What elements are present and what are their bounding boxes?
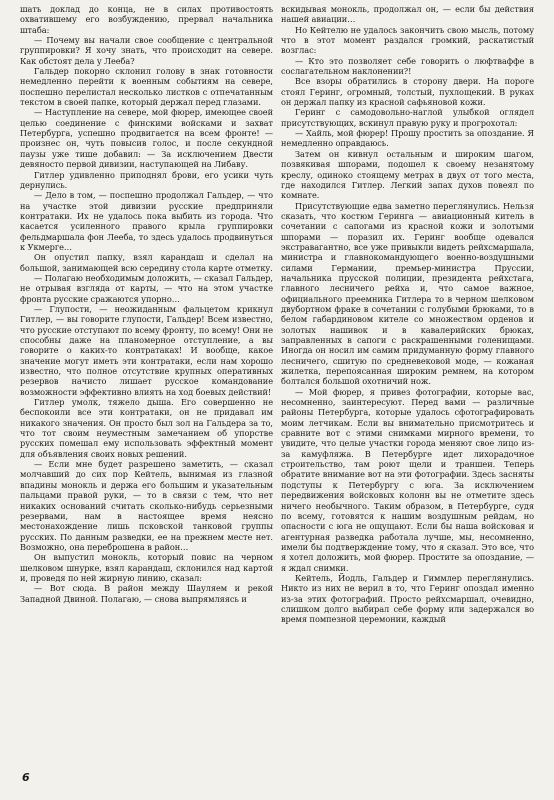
paragraph: — Глупости, — неожиданным фальцетом крикнул Гитлер, — вы говорите глупости, Гальдер! Всем известно, что русские отступают по всему фронту, по всему! Они не способны даже на планомерное отступление, а вы говорите о каких-то контратаках! И вообще, какое значение могут иметь эти контратаки, если нам хорошо известно, что полное отсутствие крупных оперативных резервов начисто лишает русское командование возможности эффективно влиять на ход боевых действий! — [20, 303, 273, 397]
paragraph: Он выпустил монокль, который повис на черном шелковом шнурке, взял карандаш, склонился над картой и, проведя по ней жирную линию, сказал: — [20, 552, 273, 583]
paragraph: Он опустил папку, взял карандаш и сделал на большой, занимающей всю середину стола карте отметку. — [20, 252, 273, 273]
right-column — [281, 4, 534, 625]
paragraph: — Хайль, мой фюрер! Прошу простить за опоздание. Я немедленно оправдаюсь. — [281, 128, 534, 149]
paragraph: шать доклад до конца, не в силах противостоять охватившему его возбуждению, прервал начальника штаба: — [20, 4, 273, 35]
paragraph: — Кто это позволяет себе говорить о люфтваффе в сослагательном наклонении?! — [281, 55, 534, 77]
paragraph: — Мой фюрер, я привез фотографии, которые вас, несомненно, заинтересуют. Перед вами — различные районы Петербурга, которые удалось сфотографировать моим летчикам. Если вы внимательно присмотритесь и сравните вот с этими снимками мирного времени, то увидите, что целые участки города меняют свое лицо из-за камуфляжа. В Петербурге идет лихорадочное строительство, там роют щели и траншеи. Теперь обратите внимание вот на эти фотографии. Здесь засняты подступы к Петербургу с юга. За исключением передвижения войсковых колонн вы не отметите здесь ничего необычного. Таким образом, в Петербурге, судя по всему, готовятся к нашим воздушным рейдам, но опасности с юга не ощущают. Если бы наша войсковая и агентурная разведка работала лучше, мы, несомненно, имели бы подтверждение тому, что я сказал. Это все, что я хотел доложить, мой фюрер. Простите за опоздание, — я ждал снимки. — [281, 386, 534, 573]
paragraph: — Вот сюда. В район между Шауляем и рекой Западной Двиной. Полагаю, — снова выпрямляясь и — [20, 583, 273, 604]
paragraph: Затем он кивнул остальным и широким шагом, позвякивая шпорами, подошел к своему незанятому креслу, одиноко стоящему метрах в двух от того места, где находился Гитлер. Легкий запах духов повеял по комнате. — [281, 148, 534, 201]
text-columns — [20, 4, 534, 625]
paragraph: Все взоры обратились в сторону двери. На пороге стоял Геринг, огромный, толстый, пухлощекий. В руках он держал папку из красной сафьяновой кожи. — [281, 76, 534, 108]
paragraph: Кейтель, Йодль, Гальдер и Гиммлер переглянулись. Никто из них не верил в то, что Геринг опоздал именно из-за этих фотографий. Просто рейхсмаршал, очевидно, слишком долго выбирал себе форму или задержался во время помпезной церемонии, каждый — [281, 572, 534, 625]
paragraph: — Если мне будет разрешено заметить, — сказал молчавший до сих пор Кейтель, вынимая из глазной впадины монокль и держа его большим и указательным пальцами правой руки, — то в связи с тем, что нет никаких оснований считать сколько-нибудь серьезными резервами, нам в настоящее время неясно местонахождение лишь псковской танковой группы русских. По данным разведки, ее на прежнем месте нет. Возможно, она переброшена в район… — [20, 459, 273, 552]
paragraph: Гитлер умолк, тяжело дыша. Его совершенно не беспокоили все эти контратаки, он не придавал им никакого значения. Он просто был зол на Гальдера за то, что тот своим неуместным замечанием об упорстве русских помешал ему использовать эффектный момент для объявления своих новых решений. — [20, 397, 273, 459]
paragraph: — Почему вы начали свое сообщение с центральной группировки? Я хочу знать, что происходит на севере. Как обстоят дела у Лееба? — [20, 35, 273, 66]
paragraph: — Дело в том, — поспешно продолжал Гальдер, — что на участке этой дивизии русские предприняли контратаки. Их не удалось пока выбить из города. Что касается усиленного правого крыла группировки фельдмаршала фон Лееба, то здесь удалось продвинуться к Укмерге… — [20, 190, 273, 252]
left-column — [20, 4, 273, 625]
paragraph: — Наступление на севере, мой фюрер, имеющее своей целью соединение с финскими войсками и захват Петербурга, успешно продвигается на всем фронте! — произнес он, чуть повысив голос, и после секундной паузы уже тише добавил: — За исключением Двести девяносто первой дивизии, наступающей на Либаву. — [20, 107, 273, 170]
paragraph: Гитлер удивленно приподнял брови, его усики чуть дернулись. — [20, 169, 273, 190]
paragraph: Гальдер покорно склонил голову в знак готовности немедленно перейти к военным событиям на севере, поспешно перелистал несколько листков с отпечатанным текстом в своей папке, который держал перед глазами. — [20, 66, 273, 108]
page-number: 6 — [22, 771, 30, 784]
paragraph: Присутствующие едва заметно переглянулись. Нельзя сказать, что костюм Геринга — авиационный китель в сочетании с сапогами из красной кожи и золотыми шпорами — поразил их. Геринг вообще одевался экстравагантно, все уже привыкли видеть рейхсмаршала, министра и главнокомандующего военно-воздушными силами Германии, премьер-министра Пруссии, начальника прусской полиции, президента рейхстага, главного лесничего рейха и, что самое важное, официального преемника Гитлера то в черном шелковом двубортном фраке в сочетании с голубыми брюками, то в белом габардиновом кителе со множеством орденов и золотых нашивок и в кавалерийских брюках, заправленных в сапоги с раскрашенными голенищами. Иногда он носил им самим придуманную форму главного лесничего, сшитую по средневековой моде, — кожаная жилетка, перепоясанная широким ремнем, на котором болтался большой охотничий нож. — [281, 200, 534, 387]
paragraph: Но Кейтелю не удалось закончить свою мысль, потому что в этот момент раздался громкий, раскатистый возглас: — [281, 24, 534, 56]
paragraph: Геринг с самодовольно-наглой улыбкой оглядел присутствующих, вскинул правую руку и прогрохотал: — [281, 107, 534, 128]
paragraph: — Полагаю необходимым доложить, — сказал Гальдер, не отрывая взгляда от карты, — что на этом участке фронта русские сражаются упорно… — [20, 272, 273, 304]
paragraph: вскидывая монокль, продолжал он, — если бы действия нашей авиации… — [281, 4, 534, 25]
